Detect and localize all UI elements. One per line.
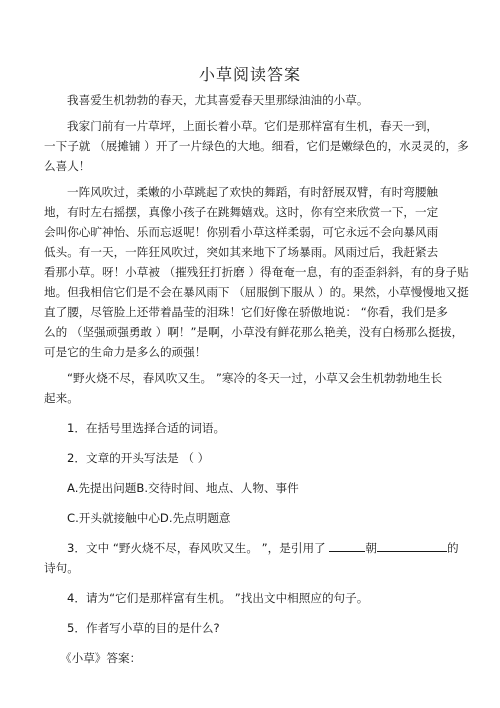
question-2-options-ab: A.先提出问题B.交待时间、地点、人物、事件 — [67, 481, 299, 495]
para2-line-8: 么的 （坚强顽强勇敢 ）啊！”是啊，小草没有鲜花那么艳美，没有白杨那么挺拔， — [44, 325, 464, 339]
question-1: 1．在括号里选择合适的词语。 — [67, 421, 226, 435]
para2-line-2: 地，有时左右摇摆，真像小孩子在跳舞嬉戏。这时，你有空来欣赏一下，一定 — [44, 205, 439, 219]
question-3 — [67, 538, 487, 558]
para1-line-3: 么喜人！ — [44, 159, 91, 173]
para2-line-9: 可是它的生命力是多么的顽强！ — [44, 345, 207, 359]
page-title: 小草阅读答案 — [198, 65, 301, 84]
question-3-end: 的 — [446, 541, 459, 555]
para3-line-1: “野火烧不尽，春风吹又生。 ”寒冷的冬天一过，小草又会生机勃勃地生长 — [67, 371, 443, 385]
para1-line-1: 我家门前有一片草坪，上面长着小草。它们是那样富有生机，春天一到， — [67, 119, 439, 133]
para2-line-4: 低头。有一天，一阵狂风吹过，突如其来地下了场暴雨。风雨过后，我赶紧去 — [44, 245, 439, 259]
question-3-line-2: 诗句。 — [44, 561, 79, 575]
para2-line-7: 直了腰，尽管脸上还带着晶莹的泪珠！它们好像在骄傲地说： “你看，我们是多 — [44, 305, 448, 319]
answer-heading: 《小草》答案： — [60, 651, 142, 665]
question-5: 5．作者写小草的目的是什么? — [67, 621, 220, 635]
question-4: 4．请为“它们是那样富有生机。 ”找出文中相照应的句子。 — [67, 591, 369, 605]
para2-line-6: 地。但我相信它们是不会在暴风雨下 （屈服倒下服从 ）的。果然，小草慢慢地又挺 — [44, 285, 469, 299]
para2-line-5: 看那小草。呀！小草被 （摧残狂打折磨 ）得奄奄一息，有的歪歪斜斜，有的身子贴 — [44, 265, 469, 279]
dynasty-blank[interactable] — [329, 539, 365, 552]
question-3-text: 3．文中 “野火烧不尽，春风吹又生。 ”，是引用了 — [67, 541, 330, 555]
para2-line-3: 会叫你心旷神怡、乐而忘返呢！你别看小草这样柔弱，可它永远不会向暴风雨 — [44, 225, 439, 239]
para1-line-2: 一下子就 （展摊铺 ）开了一片绿色的大地。细看，它们是嫩绿色的，水灵灵的，多 — [44, 139, 469, 153]
question-2-options-cd: C.开头就接触中心D.先点明题意 — [67, 511, 231, 525]
intro-paragraph: 我喜爱生机勃勃的春天，尤其喜爱春天里那绿油油的小草。 — [67, 93, 369, 107]
poet-blank[interactable] — [377, 539, 447, 552]
para2-line-1: 一阵风吹过，柔嫩的小草跳起了欢快的舞蹈，有时舒展双臂，有时弯腰触 — [67, 185, 439, 199]
question-2: 2．文章的开头写法是 （ ） — [67, 451, 210, 465]
question-3-dynasty-label: 朝 — [365, 541, 377, 555]
para3-line-2: 起来。 — [44, 391, 79, 405]
